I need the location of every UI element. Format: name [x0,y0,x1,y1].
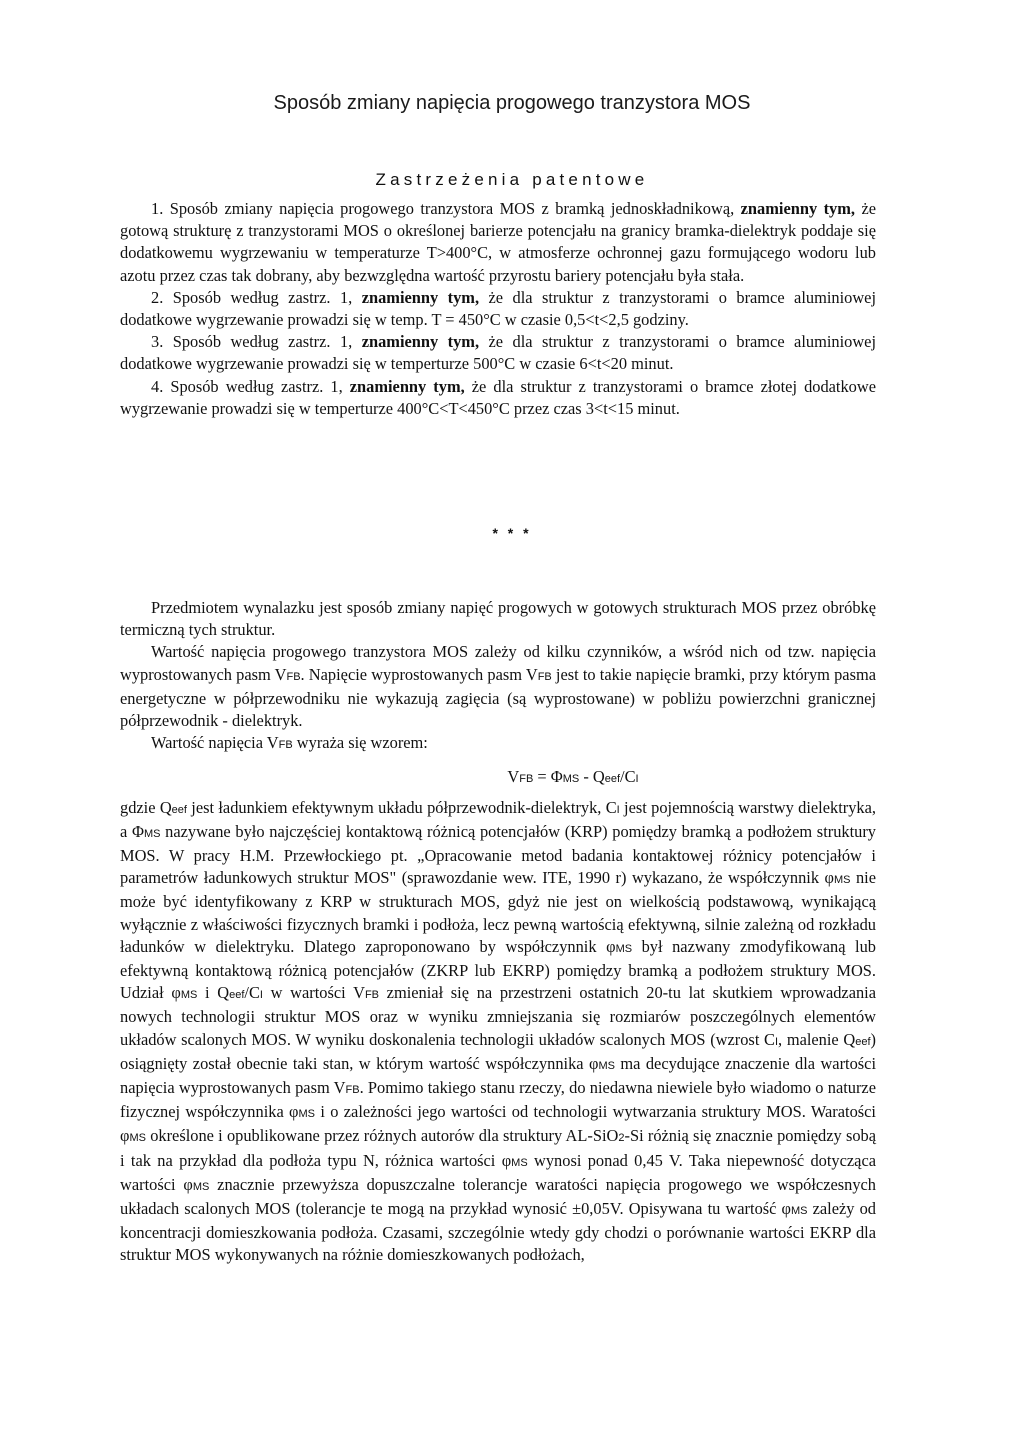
claim-3: 3. Sposób według zastrz. 1, znamienny tym, że dla struktur z tranzystorami o bramce aluminiowej dodatkowe wygrzewanie prowadzi się w temperturze 500°C w czasie 6<t<20 minut. [120,332,876,374]
claim-1: 1. Sposób zmiany napięcia progowego tranzystora MOS z bramką jednoskładnikową, znamienny tym, że gotową strukturę z tranzystorami MOS o określonej barierze potencjału na granicy bramka-dielektryk poddaje się dodatkowemu wygrzewaniu w temperaturze T>400°C, w atmosferze ochronnej gazu formującego wodoru lub azotu przez czas tak dobrany, aby bezwzględna wartość przyrostu bariery potencjału była stała. [120,199,876,285]
claims-heading: Zastrzeżenia patentowe [375,170,649,189]
claim-4: 4. Sposób według zastrz. 1, znamienny tym, że dla struktur z tranzystorami o bramce złotej dodatkowe wygrzewanie prowadzi się w temperturze 400°C<T<450°C przez czas 3<t<15 minut. [120,376,876,418]
section-separator: * * * [492,525,532,541]
description-paragraph-1: Przedmiotem wynalazku jest sposób zmiany napięć progowych w gotowych strukturach MOS przez obróbkę termiczną tych struktur. [120,598,876,640]
claims-section [120,198,876,420]
description-paragraph-2: Wartość napięcia progowego tranzystora MOS zależy od kilku czynników, a wśród nich od tzw. napięcia wyprostowanych pasm VFB. Napięcie wyprostowanych pasm VFB jest to takie napięcie bramki, przy którym pasma energetyczne w półprzewodniku nie wykazują zagięcia (są wyprostowane) w pobliżu powierzchni granicznej półprzewodnik - dielektryk. [120,642,876,731]
document-title: Sposób zmiany napięcia progowego tranzystora MOS [273,92,751,114]
claim-2: 2. Sposób według zastrz. 1, znamienny tym, że dla struktur z tranzystorami o bramce aluminiowej dodatkowe wygrzewanie prowadzi się w temp. T = 450°C w czasie 0,5<t<2,5 godziny. [120,287,876,330]
vfb-formula: VFB = ΦMS - Qeef/CI [507,767,639,787]
description-section [120,597,876,1267]
description-paragraph-3: Wartość napięcia VFB wyraża się wzorem: [151,733,428,753]
description-paragraph-4: gdzie Qeef jest ładunkiem efektywnym układu półprzewodnik-dielektryk, CI jest pojemnością warstwy dielektryka, a ΦMS nazywane było najczęściej kontaktową różnicą potencjałów (KRP) pomiędzy bramką a podłożem struktury MOS. W pracy H.M. Przewłockiego pt. „Opracowanie metod badania kontaktowej różnicy potencjałów i parametrów ładunkowych struktur MOS" (sprawozdanie wew. ITE, 1990 r) wykazano, że współczynnik φMS nie może być identyfikowany z KRP w strukturach MOS, gdyż nie jest on wielkością podstawową, wynikającą wyłącznie z właściwości fizycznych bramki i podłoża, lecz pewną wartością efektywną, silnie zależną od rozkładu ładunków w dielektryku. Dlatego zaproponowano by współczynnik φMS był nazwany zmodyfikowaną lub efektywną kontaktową różnicą potencjałów (ZKRP lub EKRP) pomiędzy bramką a podłożem struktury MOS. Udział φMS i Qeef/CI w wartości VFB zmieniał się na przestrzeni ostatnich 20-tu lat skutkiem wprowadzania nowych technologii struktur MOS oraz w wyniku zmniejszania się rozmiarów poszczególnych elementów układów scalonych MOS. W wyniku doskonalenia technologii układów scalonych MOS (wzrost CI, malenie Qeef) osiągnięty został obecnie taki stan, w którym wartość współczynnika φMS ma decydujące znaczenie dla wartości napięcia wyprostowanych pasm VFB. Pomimo takiego stanu rzeczy, do niedawna niewiele było wiadomo o naturze fizycznej współczynnika φMS i o zależności jego wartości od technologii wytwarzania struktury MOS. Waratości φMS określone i opublikowane przez różnych autorów dla struktury AL-SiO2-Si różnią się znacznie pomiędzy sobą i tak na przykład dla podłoża typu N, różnica wartości φMS wynosi ponad 0,45 V. Taka niepewność dotycząca wartości φMS znacznie przewyższa dopuszczalne tolerancje waratości napięcia progowego we współczesnych układach scalonych MOS (tolerancje te mogą na przykład wynosić ±0,05V. Opisywana tu wartość φMS zależy od koncentracji domieszkowania podłoża. Czasami, szczególnie wtedy gdy chodzi o porównanie wartości EKRP dla struktur MOS wykonywanych na różnie domieszkowanych podłożach, [120,797,877,1265]
